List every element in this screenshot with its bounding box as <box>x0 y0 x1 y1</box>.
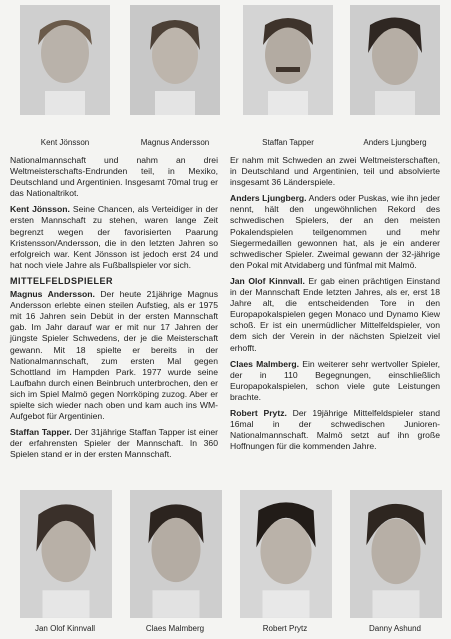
right-paragraph-kinnvall: Jan Olof Kinnvall. Er gab einen prächtigen Einstand in der Mannschaft Ende letzten Jahres, als er, erst 18 Jahre alt, die entscheidenden Tore in den Europapokalspielen gegen Monaco und Dynamo Kiew schoß. Er ist ein unermüdlicher Mittelfeldspieler, von dem sich der Verein in der nächsten Spielzeit viel erhofft. <box>230 275 440 353</box>
photo-kent-jonsson <box>20 5 110 115</box>
left-paragraph-magnus: Magnus Andersson. Der heute 21jährige Magnus Andersson erlebte einen steilen Aufstieg, als er 1975 mit 16 Jahren sein Debüt in der ersten Mannschaft gab. Im Jahr darauf war er mit nur 17 Jahren der jüngste Spieler Schwedens, der je die Meisterschaft gewann. Mit 18 spielte er bereits in der Nationalmannschaft, zum ersten Mal gegen Schottland im Hampden Park. 1977 wurde seine Laufbahn durch einen Beinbruch unterbrochen, den er sich im Spiel Malmö gegen Norrköping zuzog. Aber er spielte sich wieder nach oben und kam auch ins WM-Aufgebot für Argentinien. <box>10 289 218 422</box>
caption-kent-jonsson: Kent Jönsson <box>40 138 90 147</box>
photo-anders-ljungberg <box>350 5 440 115</box>
player-name: Jan Olof Kinnvall. <box>230 275 305 286</box>
photo-staffan-tapper <box>243 5 333 115</box>
player-name: Staffan Tapper. <box>10 427 72 438</box>
right-paragraph-malmberg: Claes Malmberg. Ein weiterer sehr wertvoller Spieler, der in 110 Begegnungen, einschließlich Europapokalspielen, schon viele gute Leistungen brachte. <box>230 358 441 402</box>
caption-staffan-tapper: Staffan Tapper <box>262 138 314 147</box>
caption-claes-malmberg: Claes Malmberg <box>145 624 205 633</box>
left-column <box>10 155 218 465</box>
right-paragraph-1: Er nahm mit Schweden an zwei Weltmeisterschaften, in Deutschland und Argentinien, teil und absolvierte insgesamt 36 Länderspiele. <box>230 155 440 188</box>
player-name: Kent Jönsson. <box>10 204 70 215</box>
right-paragraph-prytz: Robert Prytz. Der 19jährige Mittelfeldspieler stand 16mal in der schwedischen Junioren-Nationalmannschaft. Malmö setzt auf ihn große Hoffnungen für die kommenden Jahre. <box>230 407 440 452</box>
caption-magnus-andersson: Magnus Andersson <box>140 138 210 147</box>
player-name: Robert Prytz. <box>230 407 287 418</box>
caption-anders-ljungberg: Anders Ljungberg <box>363 138 427 147</box>
left-paragraph-1: Nationalmannschaft und nahm an drei Weltmeisterschafts-Endrunden teil, in Mexiko, Deutschland und Argentinien. Insgesamt 70mal trug er das Nationaltrikot. <box>10 155 218 199</box>
left-paragraph-staffan: Staffan Tapper. Der 31jährige Staffan Tapper ist einer der erfahrensten Spieler der Mannschaft. In 360 Spielen stand er in der ersten Mannschaft. <box>10 427 218 460</box>
player-name: Magnus Andersson. <box>10 289 95 300</box>
player-name: Anders Ljungberg. <box>230 193 307 204</box>
photo-claes-malmberg <box>130 490 222 618</box>
caption-danny-ashund: Danny Ashund <box>368 624 422 633</box>
section-heading: MITTELFELDSPIELER <box>10 275 113 286</box>
photo-magnus-andersson <box>130 5 220 115</box>
right-column <box>230 155 440 457</box>
left-paragraph-kent: Kent Jönsson. Seine Chancen, als Verteidiger in der ersten Mannschaft zu stehen, waren lange Zeit begrenzt wegen der favorisierten Paarung Kristensson/Andersson, die in den letzten Jahren so erfolgreich war. Kent Jönsson ist jedoch erst 24 und hat noch viele Jahre als Fußballspieler vor sich. <box>10 204 218 270</box>
photo-robert-prytz <box>240 490 332 618</box>
right-paragraph-anders: Anders Ljungberg. Anders oder Puskas, wie ihn jeder nennt, hält den ungewöhnlichen Rekord des schwedischen Spielers, der an den meisten Pokalendspielen teilgenommen und mehr Siegermedaillen gewonnen hat, als je ein anderer schwedischer Spieler. Zweimal gewann der 32-jährige den Pokal mit Atvidaberg und fünfmal mit Malmö. <box>230 193 440 270</box>
photo-jan-olof-kinnvall <box>20 490 112 618</box>
photo-danny-ashund <box>350 490 442 618</box>
caption-robert-prytz: Robert Prytz <box>262 624 308 633</box>
player-name: Claes Malmberg. <box>230 358 300 369</box>
caption-jan-olof-kinnvall: Jan Olof Kinnvall <box>34 624 96 633</box>
